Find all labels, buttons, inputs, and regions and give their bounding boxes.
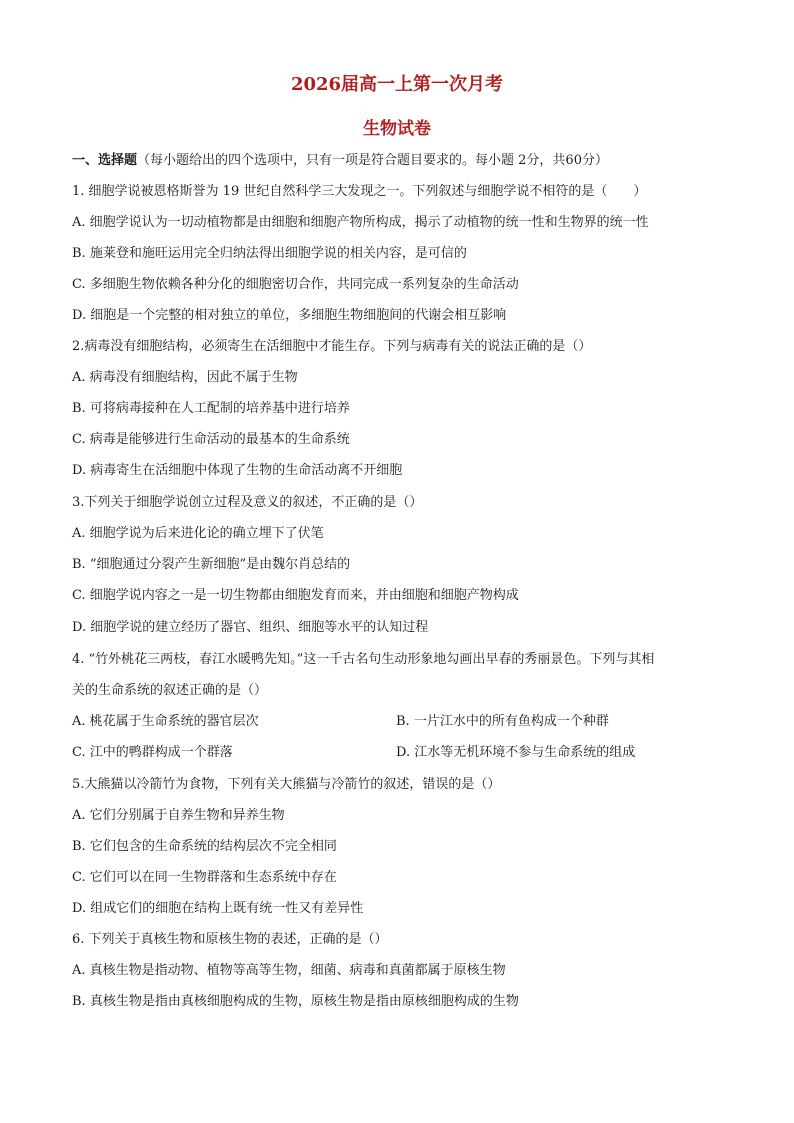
question-6-option-b: B. 真核生物是指由真核细胞构成的生物，原核生物是指由原核细胞构成的生物 [72,994,519,1009]
question-3-option-d: D. 细胞学说的建立经历了器官、组织、细胞等水平的认知过程 [72,620,429,635]
question-5-stem: 5.大熊猫以冷箭竹为食物，下列有关大熊猫与冷箭竹的叙述，错误的是（） [72,777,501,792]
exam-subtitle: 生物试卷 [363,119,431,139]
question-2-option-a: A. 病毒没有细胞结构，因此不属于生物 [72,370,298,385]
section-heading [72,152,732,170]
question-4-option-a: A. 桃花属于生命系统的器官层次 [72,714,259,729]
question-2-stem: 2.病毒没有细胞结构，必须寄生在活细胞中才能生存。下列与病毒有关的说法正确的是（） [72,339,592,354]
question-5-option-d: D. 组成它们的细胞在结构上既有统一性又有差异性 [72,901,364,916]
question-2-option-c: C. 病毒是能够进行生命活动的最基本的生命系统 [72,432,350,447]
question-4-option-b: B. 一片江水中的所有鱼构成一个种群 [396,714,609,729]
question-1-option-c: C. 多细胞生物依赖各种分化的细胞密切合作，共同完成一系列复杂的生命活动 [72,277,519,292]
question-3-stem: 3.下列关于细胞学说创立过程及意义的叙述，不正确的是（） [72,495,423,510]
question-4-stem-continued: 关的生命系统的叙述正确的是（） [72,683,268,698]
question-1-option-a: A. 细胞学说认为一切动植物都是由细胞和细胞产物所构成，揭示了动植物的统一性和生物界的统一性 [72,215,649,230]
question-3-option-c: C. 细胞学说内容之一是一切生物都由细胞发育而来，并由细胞和细胞产物构成 [72,588,519,603]
question-3-option-a: A. 细胞学说为后来进化论的确立埋下了伏笔 [72,526,324,541]
exam-title: 2026届高一上第一次月考 [290,74,504,95]
question-5-option-b: B. 它们包含的生命系统的结构层次不完全相同 [72,839,337,854]
section-instruction: （每小题给出的四个选项中，只有一项是符合题目要求的。每小题 2分，共60分） [137,153,608,168]
question-4-stem: 4. “竹外桃花三两枝，春江水暖鸭先知。”这一千古名句生动形象地勾画出早春的秀丽景色。下列与其相 [72,652,655,667]
question-2-option-d: D. 病毒寄生在活细胞中体现了生物的生命活动离不开细胞 [72,463,403,478]
question-5-option-a: A. 它们分别属于自养生物和异养生物 [72,808,285,823]
question-4-option-c: C. 江中的鸭群构成一个群落 [72,745,233,760]
question-1-stem: 1. 细胞学说被恩格斯誉为 19 世纪自然科学三大发现之一。下列叙述与细胞学说不相符的是（ ） [72,184,647,199]
question-2-option-b: B. 可将病毒接种在人工配制的培养基中进行培养 [72,401,350,416]
question-1-option-b: B. 施莱登和施旺运用完全归纳法得出细胞学说的相关内容，是可信的 [72,246,467,261]
question-5-option-c: C. 它们可以在同一生物群落和生态系统中存在 [72,870,337,885]
section-label: 一、选择题 [72,153,138,168]
question-3-option-b: B. “细胞通过分裂产生新细胞”是由魏尔肖总结的 [72,557,351,572]
question-6-option-a: A. 真核生物是指动物、植物等高等生物，细菌、病毒和真菌都属于原核生物 [72,963,506,978]
question-4-option-d: D. 江水等无机环境不参与生命系统的组成 [396,745,636,760]
question-6-stem: 6. 下列关于真核生物和原核生物的表述，正确的是（） [72,932,388,947]
question-1-option-d: D. 细胞是一个完整的相对独立的单位，多细胞生物细胞间的代谢会相互影响 [72,308,507,323]
